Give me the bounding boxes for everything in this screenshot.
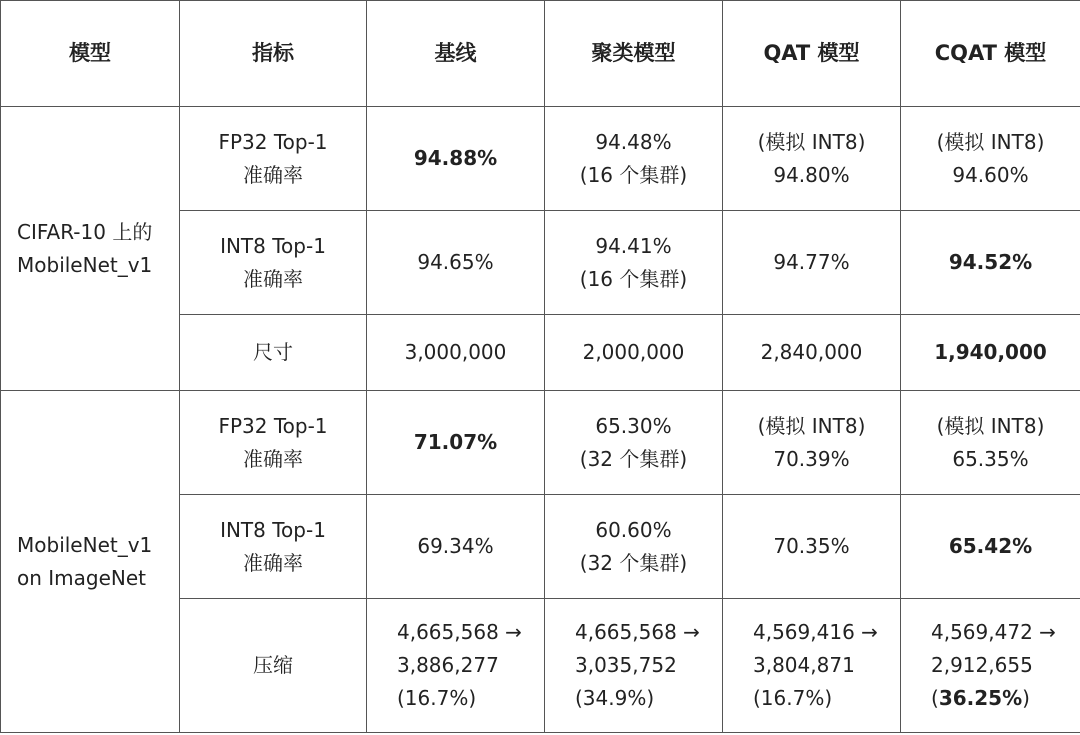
value-line: 94.80% bbox=[773, 162, 850, 187]
value-line: (32 个集群) bbox=[579, 550, 688, 575]
model-name-line: MobileNet_v1 bbox=[17, 532, 153, 557]
value-line: 65.42% bbox=[948, 534, 1033, 558]
cqat-cell bbox=[901, 599, 1080, 733]
value-line: 65.30% bbox=[595, 413, 672, 438]
value-line: 94.65% bbox=[417, 250, 494, 274]
metric-line: 准确率 bbox=[243, 446, 303, 471]
metric-line: 准确率 bbox=[243, 266, 303, 291]
value-line: 94.60% bbox=[952, 162, 1029, 187]
value-line: 94.41% bbox=[595, 233, 672, 258]
value-line: (模拟 INT8) bbox=[757, 129, 866, 154]
baseline-cell bbox=[367, 107, 545, 211]
cqat-cell bbox=[901, 211, 1080, 315]
value-line: 3,035,752 bbox=[575, 653, 677, 677]
value-line: (模拟 INT8) bbox=[757, 413, 866, 438]
header-metric: 指标 bbox=[180, 1, 367, 107]
cqat-cell bbox=[901, 107, 1080, 211]
value-line: (16.7%) bbox=[397, 686, 477, 710]
header-model: 模型 bbox=[1, 1, 180, 107]
value-line: 1,940,000 bbox=[934, 340, 1047, 364]
value-line: (16.7%) bbox=[753, 686, 833, 710]
metric-cell bbox=[180, 495, 367, 599]
metric-line: INT8 Top-1 bbox=[220, 233, 326, 258]
value-line: 2,912,655 bbox=[931, 653, 1033, 677]
model-name-line: CIFAR-10 上的 bbox=[17, 219, 153, 244]
model-cell-imagenet bbox=[1, 391, 180, 733]
metric-cell bbox=[180, 391, 367, 495]
value-line: 69.34% bbox=[417, 534, 494, 558]
value-line: (34.9%) bbox=[575, 686, 655, 710]
clustered-cell bbox=[545, 495, 723, 599]
value-line: 3,000,000 bbox=[404, 340, 507, 364]
value-line: 94.77% bbox=[773, 250, 850, 274]
value-line: 70.39% bbox=[773, 446, 850, 471]
value-line: 3,886,277 bbox=[397, 653, 499, 677]
model-cell-cifar10 bbox=[1, 107, 180, 391]
value-line: (模拟 INT8) bbox=[936, 413, 1045, 438]
value-line: 4,569,416 → bbox=[753, 620, 878, 644]
value-line: 2,000,000 bbox=[582, 340, 685, 364]
value-line: 3,804,871 bbox=[753, 653, 855, 677]
value-line: 94.52% bbox=[948, 250, 1033, 274]
paren-close: ) bbox=[1022, 686, 1030, 710]
metric-cell bbox=[180, 211, 367, 315]
metric-line: 准确率 bbox=[243, 162, 303, 187]
metric-cell bbox=[180, 315, 367, 391]
clustered-cell bbox=[545, 391, 723, 495]
table-row bbox=[1, 391, 1080, 495]
cqat-cell bbox=[901, 315, 1080, 391]
value-line: (模拟 INT8) bbox=[936, 129, 1045, 154]
cqat-cell bbox=[901, 391, 1080, 495]
metric-line: 压缩 bbox=[253, 653, 293, 677]
metric-line: FP32 Top-1 bbox=[218, 129, 328, 154]
value-line: 94.48% bbox=[595, 129, 672, 154]
cqat-cell bbox=[901, 495, 1080, 599]
value-line: (16 个集群) bbox=[579, 162, 688, 187]
value-line: 94.88% bbox=[413, 146, 498, 170]
baseline-cell bbox=[367, 599, 545, 733]
header-cqat: CQAT 模型 bbox=[901, 1, 1080, 107]
model-name-line: MobileNet_v1 bbox=[17, 252, 153, 277]
header-clustered: 聚类模型 bbox=[545, 1, 723, 107]
metric-line: FP32 Top-1 bbox=[218, 413, 328, 438]
header-row bbox=[1, 1, 1080, 107]
value-line: 65.35% bbox=[952, 446, 1029, 471]
header-baseline: 基线 bbox=[367, 1, 545, 107]
qat-cell bbox=[723, 495, 901, 599]
value-line: (16 个集群) bbox=[579, 266, 688, 291]
qat-cell bbox=[723, 107, 901, 211]
metric-cell bbox=[180, 599, 367, 733]
model-name-line: on ImageNet bbox=[17, 565, 147, 590]
value-line: 70.35% bbox=[773, 534, 850, 558]
qat-cell bbox=[723, 315, 901, 391]
value-line: 2,840,000 bbox=[760, 340, 863, 364]
metric-line: INT8 Top-1 bbox=[220, 517, 326, 542]
value-line: 71.07% bbox=[413, 430, 498, 454]
table-row bbox=[1, 107, 1080, 211]
header-qat: QAT 模型 bbox=[723, 1, 901, 107]
metric-line: 尺寸 bbox=[253, 340, 293, 364]
value-line: 4,569,472 → bbox=[931, 620, 1056, 644]
baseline-cell bbox=[367, 495, 545, 599]
value-line: 4,665,568 → bbox=[575, 620, 700, 644]
clustered-cell bbox=[545, 599, 723, 733]
paren-open: ( bbox=[931, 686, 939, 710]
clustered-cell bbox=[545, 211, 723, 315]
value-line: 4,665,568 → bbox=[397, 620, 522, 644]
compression-ratio: 36.25% bbox=[938, 686, 1023, 710]
baseline-cell bbox=[367, 211, 545, 315]
value-line: 60.60% bbox=[595, 517, 672, 542]
baseline-cell bbox=[367, 391, 545, 495]
baseline-cell bbox=[367, 315, 545, 391]
qat-cell bbox=[723, 599, 901, 733]
metric-line: 准确率 bbox=[243, 550, 303, 575]
clustered-cell bbox=[545, 107, 723, 211]
metric-cell bbox=[180, 107, 367, 211]
value-line: (32 个集群) bbox=[579, 446, 688, 471]
qat-cell bbox=[723, 211, 901, 315]
qat-cell bbox=[723, 391, 901, 495]
value-line bbox=[931, 682, 1080, 715]
clustered-cell bbox=[545, 315, 723, 391]
